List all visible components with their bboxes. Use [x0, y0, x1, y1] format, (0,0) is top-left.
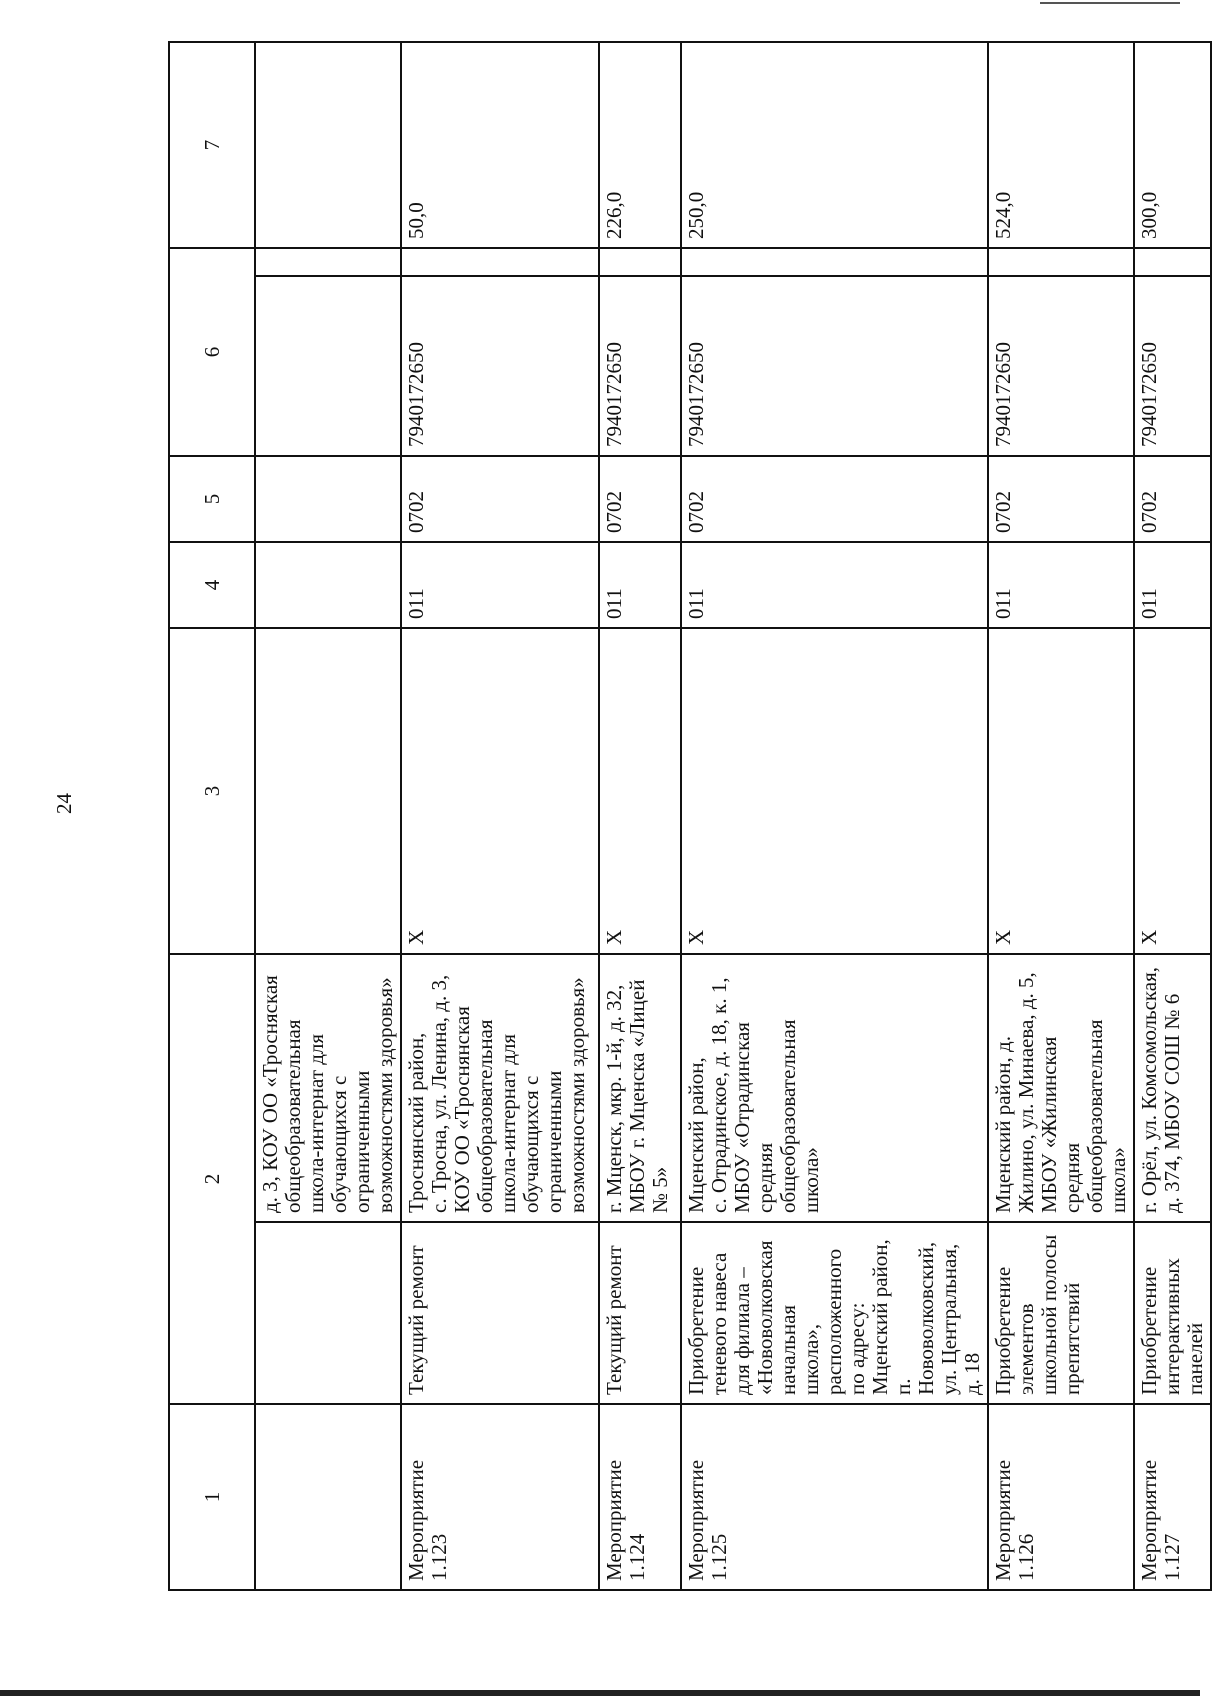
cell-action: Приобретение интерактивных панелей — [1134, 1222, 1211, 1404]
cell-address: г. Мценск, мкр. 1-й, д. 32, МБОУ г. Мценска «Лицей № 5» — [599, 954, 681, 1222]
cell-address: Мценский район, с. Отрадинское, д. 18, к. 1, МБОУ «Отрадинская средняя общеобразовательная школа» — [681, 954, 988, 1222]
cell-address: Троснянский район, с. Тросна, ул. Ленина, д. 3, КОУ ОО «Троснянская общеобразовательная школа-интернат для обучающихся с ограниченными возможностями здоровья» — [401, 954, 599, 1222]
cell-code-5: 0702 — [988, 456, 1134, 542]
cell-amount — [255, 42, 401, 248]
table-row — [255, 42, 401, 1590]
cell-code-3: Х — [1134, 628, 1211, 954]
cell-amount: 226,0 — [599, 42, 681, 248]
cell-event: Мероприятие 1.125 — [681, 1404, 988, 1590]
cell-code-4: 011 — [988, 542, 1134, 628]
table-row — [1134, 42, 1211, 1590]
cell-code-6: 7940172650 — [988, 276, 1134, 456]
cell-code-4: 011 — [599, 542, 681, 628]
cell-amount: 524,0 — [988, 42, 1134, 248]
cell-code-6 — [255, 276, 401, 456]
cell-code-5 — [255, 456, 401, 542]
cell-amount: 300,0 — [1134, 42, 1211, 248]
data-table — [168, 41, 1212, 1591]
cell-action: Текущий ремонт — [599, 1222, 681, 1404]
cell-action: Приобретение теневого навеса для филиала – «Нововолковская начальная школа», расположенного по адресу: Мценский район, п. Нововолковский, ул. Центральная, д. 18 — [681, 1222, 988, 1404]
cell-code-4: 011 — [401, 542, 599, 628]
cell-code-3 — [255, 628, 401, 954]
cell-code-6b — [255, 248, 401, 276]
cell-code-5: 0702 — [681, 456, 988, 542]
cell-code-4: 011 — [1134, 542, 1211, 628]
cell-code-3: Х — [681, 628, 988, 954]
cell-code-4: 011 — [681, 542, 988, 628]
cell-address: Мценский район, д. Жилино, ул. Минаева, д. 5, МБОУ «Жилинская средняя общеобразовательная школа» — [988, 954, 1134, 1222]
cell-event: Мероприятие 1.126 — [988, 1404, 1134, 1590]
scan-edge-bottom — [0, 1690, 1200, 1696]
cell-event: Мероприятие 1.124 — [599, 1404, 681, 1590]
cell-code-3: Х — [599, 628, 681, 954]
scan-edge-top — [1040, 2, 1180, 4]
header-cell: 6 — [169, 248, 255, 456]
table-row — [681, 42, 988, 1590]
cell-address: д. 3, КОУ ОО «Тросняская общеобразовательная школа-интернат для обучающихся с ограниченными возможностями здоровья» — [255, 954, 401, 1222]
rotated-table-wrapper — [168, 43, 1207, 1591]
page-number: 24 — [52, 793, 76, 814]
cell-address: г. Орёл, ул. Комсомольская, д. 374, МБОУ СОШ № 6 — [1134, 954, 1211, 1222]
cell-code-3: Х — [988, 628, 1134, 954]
table-header-row — [169, 42, 255, 1590]
header-cell: 4 — [169, 542, 255, 628]
header-cell: 2 — [169, 954, 255, 1404]
cell-code-6b — [681, 248, 988, 276]
header-cell: 3 — [169, 628, 255, 954]
cell-code-4 — [255, 542, 401, 628]
cell-code-6b — [1134, 248, 1211, 276]
cell-action: Текущий ремонт — [401, 1222, 599, 1404]
cell-code-6: 7940172650 — [401, 276, 599, 456]
cell-code-6: 7940172650 — [1134, 276, 1211, 456]
cell-code-6b — [599, 248, 681, 276]
cell-amount: 250,0 — [681, 42, 988, 248]
cell-code-6b — [401, 248, 599, 276]
cell-code-5: 0702 — [599, 456, 681, 542]
cell-code-3: Х — [401, 628, 599, 954]
cell-action: Приобретение элементов школьной полосы препятствий — [988, 1222, 1134, 1404]
cell-code-6b — [988, 248, 1134, 276]
header-cell: 1 — [169, 1404, 255, 1590]
cell-event: Мероприятие 1.127 — [1134, 1404, 1211, 1590]
cell-code-6: 7940172650 — [681, 276, 988, 456]
cell-amount: 50,0 — [401, 42, 599, 248]
cell-event: Мероприятие 1.123 — [401, 1404, 599, 1590]
header-cell: 5 — [169, 456, 255, 542]
cell-code-5: 0702 — [401, 456, 599, 542]
cell-action — [255, 1222, 401, 1404]
table-row — [401, 42, 599, 1590]
cell-code-6: 7940172650 — [599, 276, 681, 456]
table-row — [988, 42, 1134, 1590]
cell-event — [255, 1404, 401, 1590]
header-cell: 7 — [169, 42, 255, 248]
table-row — [599, 42, 681, 1590]
cell-code-5: 0702 — [1134, 456, 1211, 542]
